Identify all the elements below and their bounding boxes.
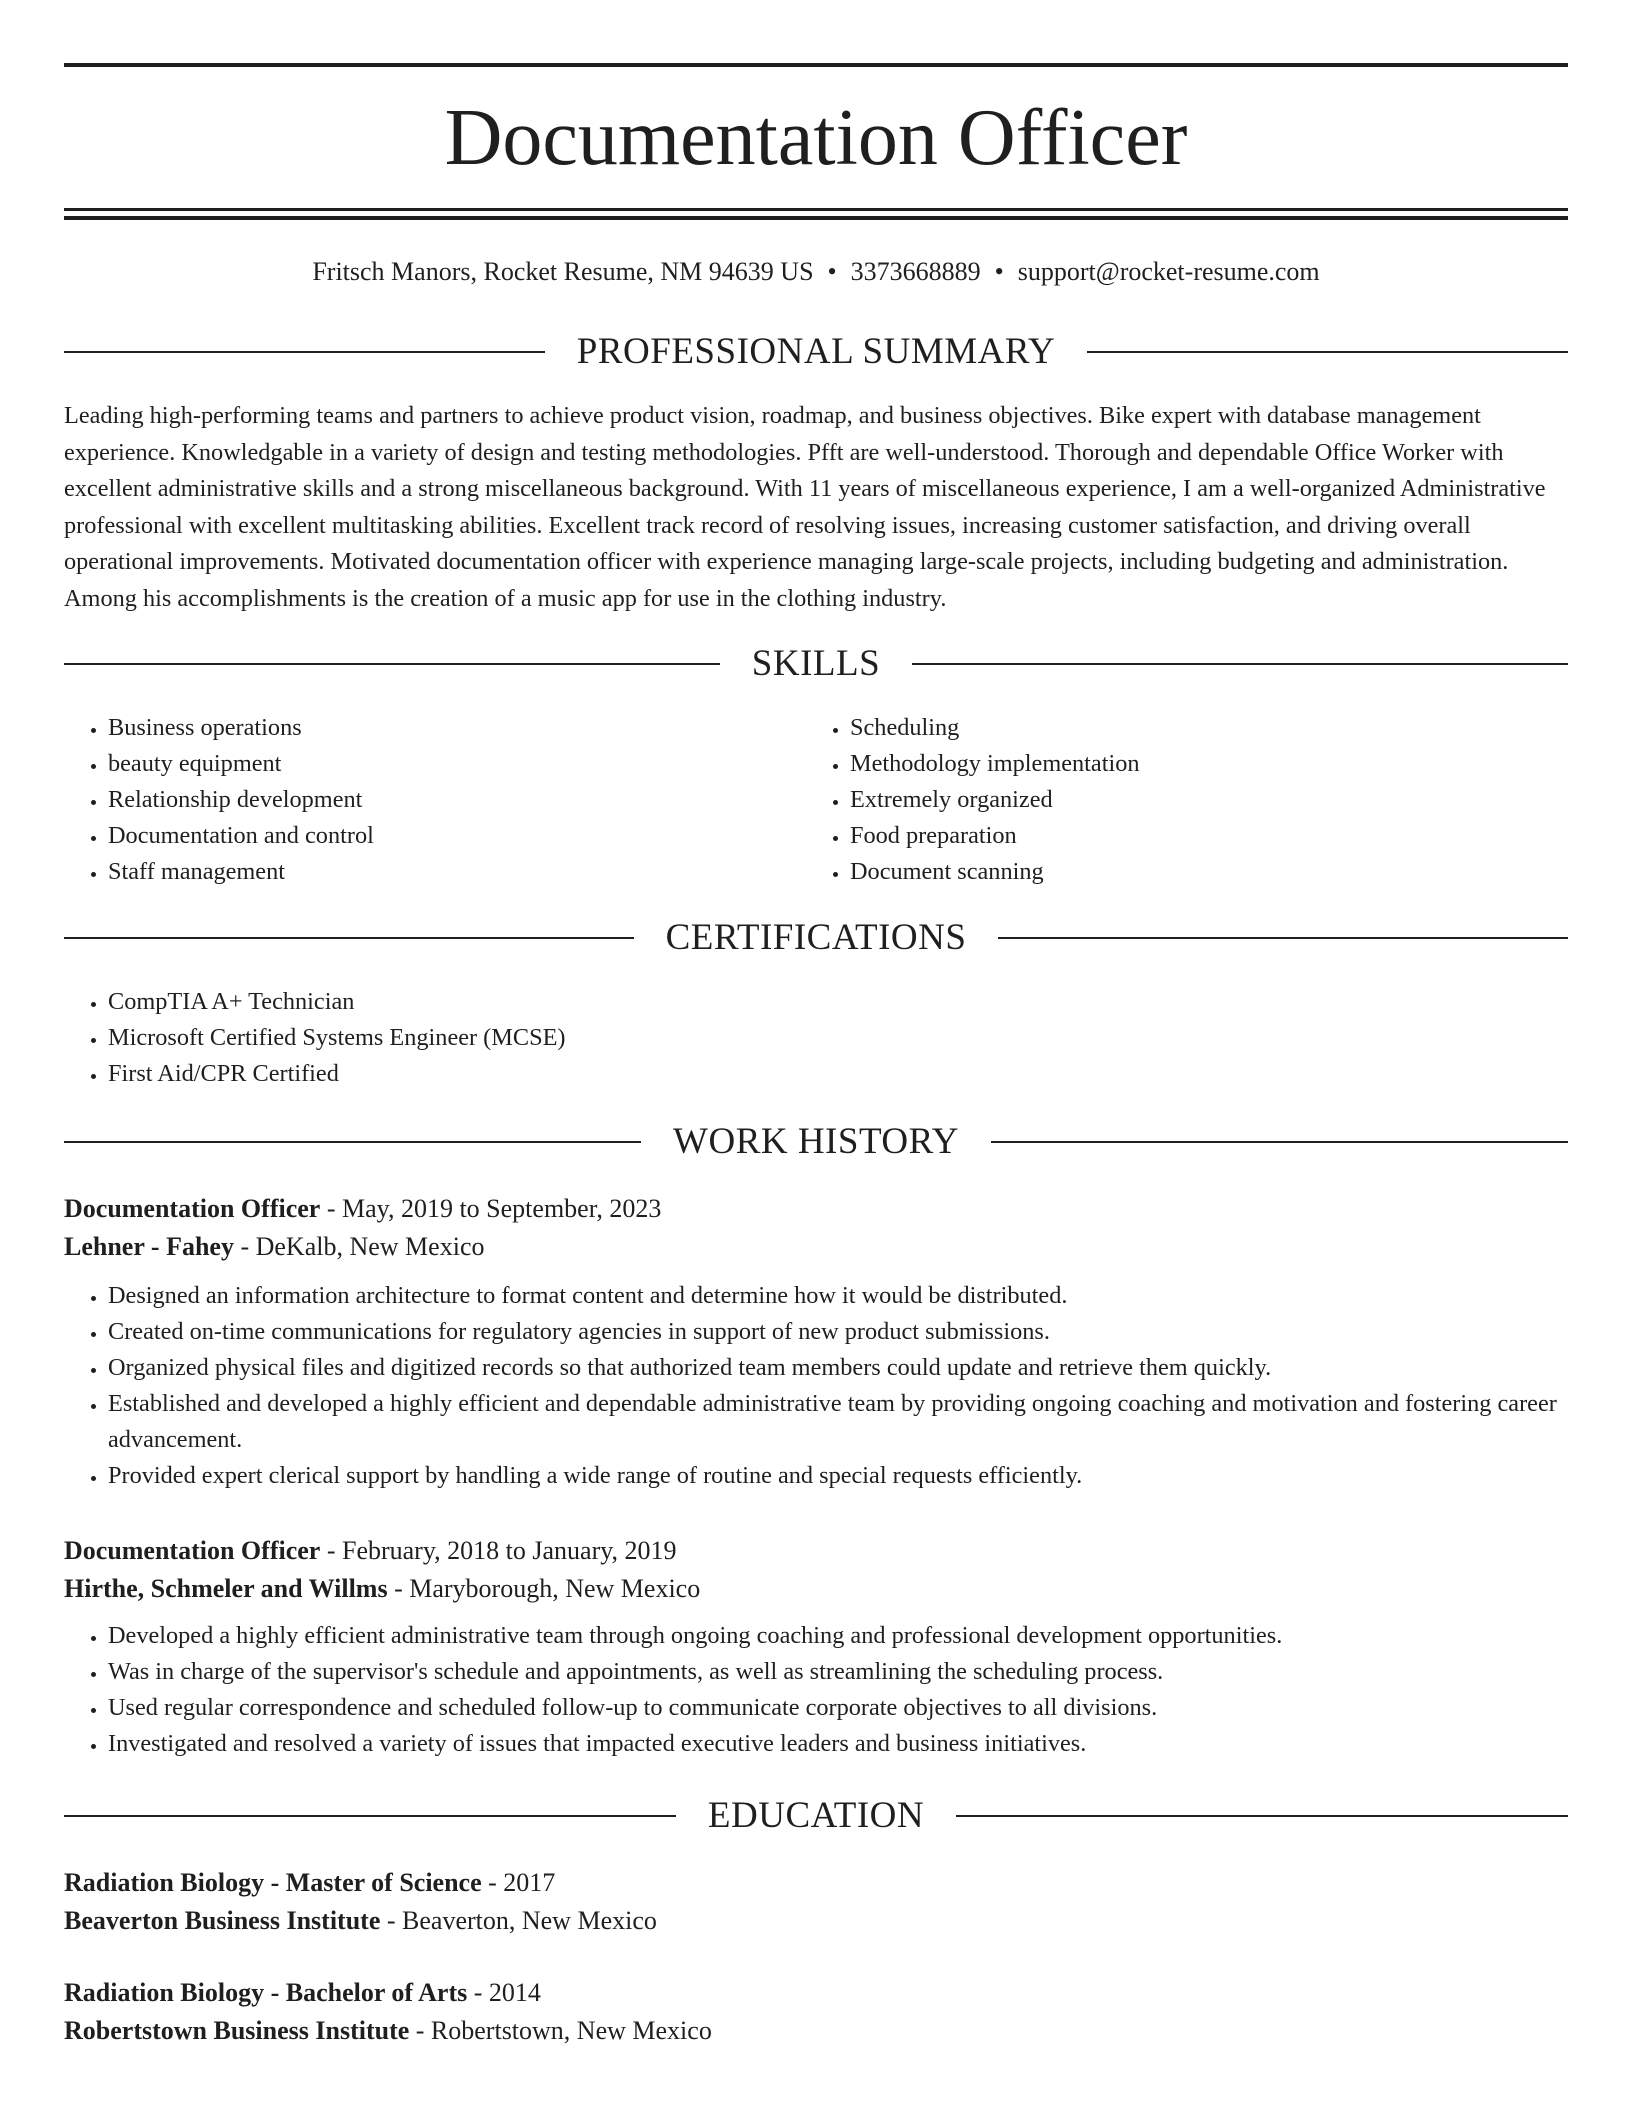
divider-line [64,1815,676,1817]
divider-line [998,937,1568,939]
email: support@rocket-resume.com [1017,257,1320,286]
job-duty: • Investigated and resolved a variety of issues that impacted executive leaders and business initiatives. [108,1726,1568,1762]
degree-line [64,1864,1568,1902]
separator-dot: • [827,257,837,286]
job-duty: • Used regular correspondence and scheduled follow-up to communicate corporate objectives to all divisions. [108,1690,1568,1726]
job-title-line [64,1532,1568,1570]
job-duty: • Established and developed a highly efficient and dependable administrative team by providing ongoing coaching and motivation and fostering career advancement. [108,1386,1568,1458]
certification-item: • CompTIA A+ Technician [108,984,1264,1020]
degree-line [64,1974,1568,2012]
skill-item: • Methodology implementation [850,746,1506,782]
skills-left-column [64,710,764,890]
section-title: PROFESSIONAL SUMMARY [576,331,1056,372]
job-company-line [64,1228,1568,1266]
top-rule [64,63,1568,67]
skill-item: • beauty equipment [108,746,764,782]
skill-item: • Food preparation [850,818,1506,854]
skills-list [806,710,1506,890]
job-dates: - May, 2019 to September, 2023 [320,1194,662,1223]
job-company-line [64,1570,1568,1608]
education-heading [64,1794,1568,1838]
company-name: Lehner - Fahey [64,1232,234,1261]
graduation-year: - 2014 [467,1978,541,2007]
phone: 3373668889 [850,257,981,286]
job-duties-list [64,1618,1568,1762]
graduation-year: - 2017 [481,1868,556,1897]
divider-line [64,351,545,353]
school-line [64,1902,1568,1940]
skill-item: • Document scanning [850,854,1506,890]
job-duty: • Was in charge of the supervisor's schedule and appointments, as well as streamlining the scheduling process. [108,1654,1568,1690]
summary-heading [64,330,1568,374]
certifications-list [64,984,1264,1092]
job-entry [64,1190,1568,1494]
summary-text: Leading high-performing teams and partners to achieve product vision, roadmap, and business objectives. Bike expert with database management experience. Knowledgable in a variety of design and testing methodologies. Pfft are well-understood. Thorough and dependable Office Worker with excellent administrative skills and a strong miscellaneous background. With 11 years of miscellaneous experience, I am a well-organized Administrative professional with excellent multitasking abilities. Excellent track record of resolving issues, increasing customer satisfaction, and driving overall operational improvements. Motivated documentation officer with experience managing large-scale projects, including budgeting and administration. Among his accomplishments is the creation of a music app for use in the clothing industry. [64,402,1546,612]
address: Fritsch Manors, Rocket Resume, NM 94639 US [312,257,814,286]
skills-list [64,710,764,890]
job-duty: • Provided expert clerical support by handling a wide range of routine and special requests efficiently. [108,1458,1568,1494]
company-location: - DeKalb, New Mexico [233,1232,485,1261]
job-duty: • Created on-time communications for regulatory agencies in support of new product submissions. [108,1314,1568,1350]
school-name: Beaverton Business Institute [64,1906,381,1935]
company-location: - Maryborough, New Mexico [387,1574,701,1603]
job-duty: • Organized physical files and digitized records so that authorized team members could update and retrieve them quickly. [108,1350,1568,1386]
education-entry [64,1864,1568,1940]
job-duty: • Developed a highly efficient administrative team through ongoing coaching and professional development opportunities. [108,1618,1568,1654]
skill-item: • Documentation and control [108,818,764,854]
degree: Radiation Biology - Master of Science [64,1868,482,1897]
divider-line [956,1815,1568,1817]
education-entry [64,1974,1568,2050]
certifications-column [64,984,1264,1092]
contact-line [64,252,1568,292]
job-dates: - February, 2018 to January, 2019 [320,1536,677,1565]
school-location: - Robertstown, New Mexico [409,2016,712,2045]
divider-line [912,663,1568,665]
section-title: SKILLS [751,643,881,684]
degree: Radiation Biology - Bachelor of Arts [64,1978,468,2007]
skill-item: • Scheduling [850,710,1506,746]
skill-item: • Staff management [108,854,764,890]
header-double-rule [64,208,1568,220]
skills-heading [64,642,1568,686]
skill-item: • Relationship development [108,782,764,818]
certifications-heading [64,916,1568,960]
work-history-heading [64,1120,1568,1164]
section-title: EDUCATION [707,1795,925,1836]
school-line [64,2012,1568,2050]
skills-right-column [806,710,1506,890]
company-name: Hirthe, Schmeler and Willms [64,1574,388,1603]
section-title: CERTIFICATIONS [665,917,967,958]
job-title: Documentation Officer [64,1194,321,1223]
job-duty: • Designed an information architecture to format content and determine how it would be distributed. [108,1278,1568,1314]
school-location: - Beaverton, New Mexico [380,1906,657,1935]
job-title-line [64,1190,1568,1228]
divider-line [991,1141,1568,1143]
job-duties-list [64,1278,1568,1494]
school-name: Robertstown Business Institute [64,2016,410,2045]
separator-dot: • [994,257,1004,286]
divider-line [1087,351,1568,353]
section-title: WORK HISTORY [673,1121,959,1162]
job-title: Documentation Officer [64,1536,321,1565]
skill-item: • Business operations [108,710,764,746]
divider-line [64,1141,641,1143]
divider-line [64,937,634,939]
certification-item: • Microsoft Certified Systems Engineer (MCSE) [108,1020,1264,1056]
skill-item: • Extremely organized [850,782,1506,818]
job-entry [64,1532,1568,1762]
resume-name: Documentation Officer [444,94,1188,182]
divider-line [64,663,720,665]
certification-item: • First Aid/CPR Certified [108,1056,1264,1092]
